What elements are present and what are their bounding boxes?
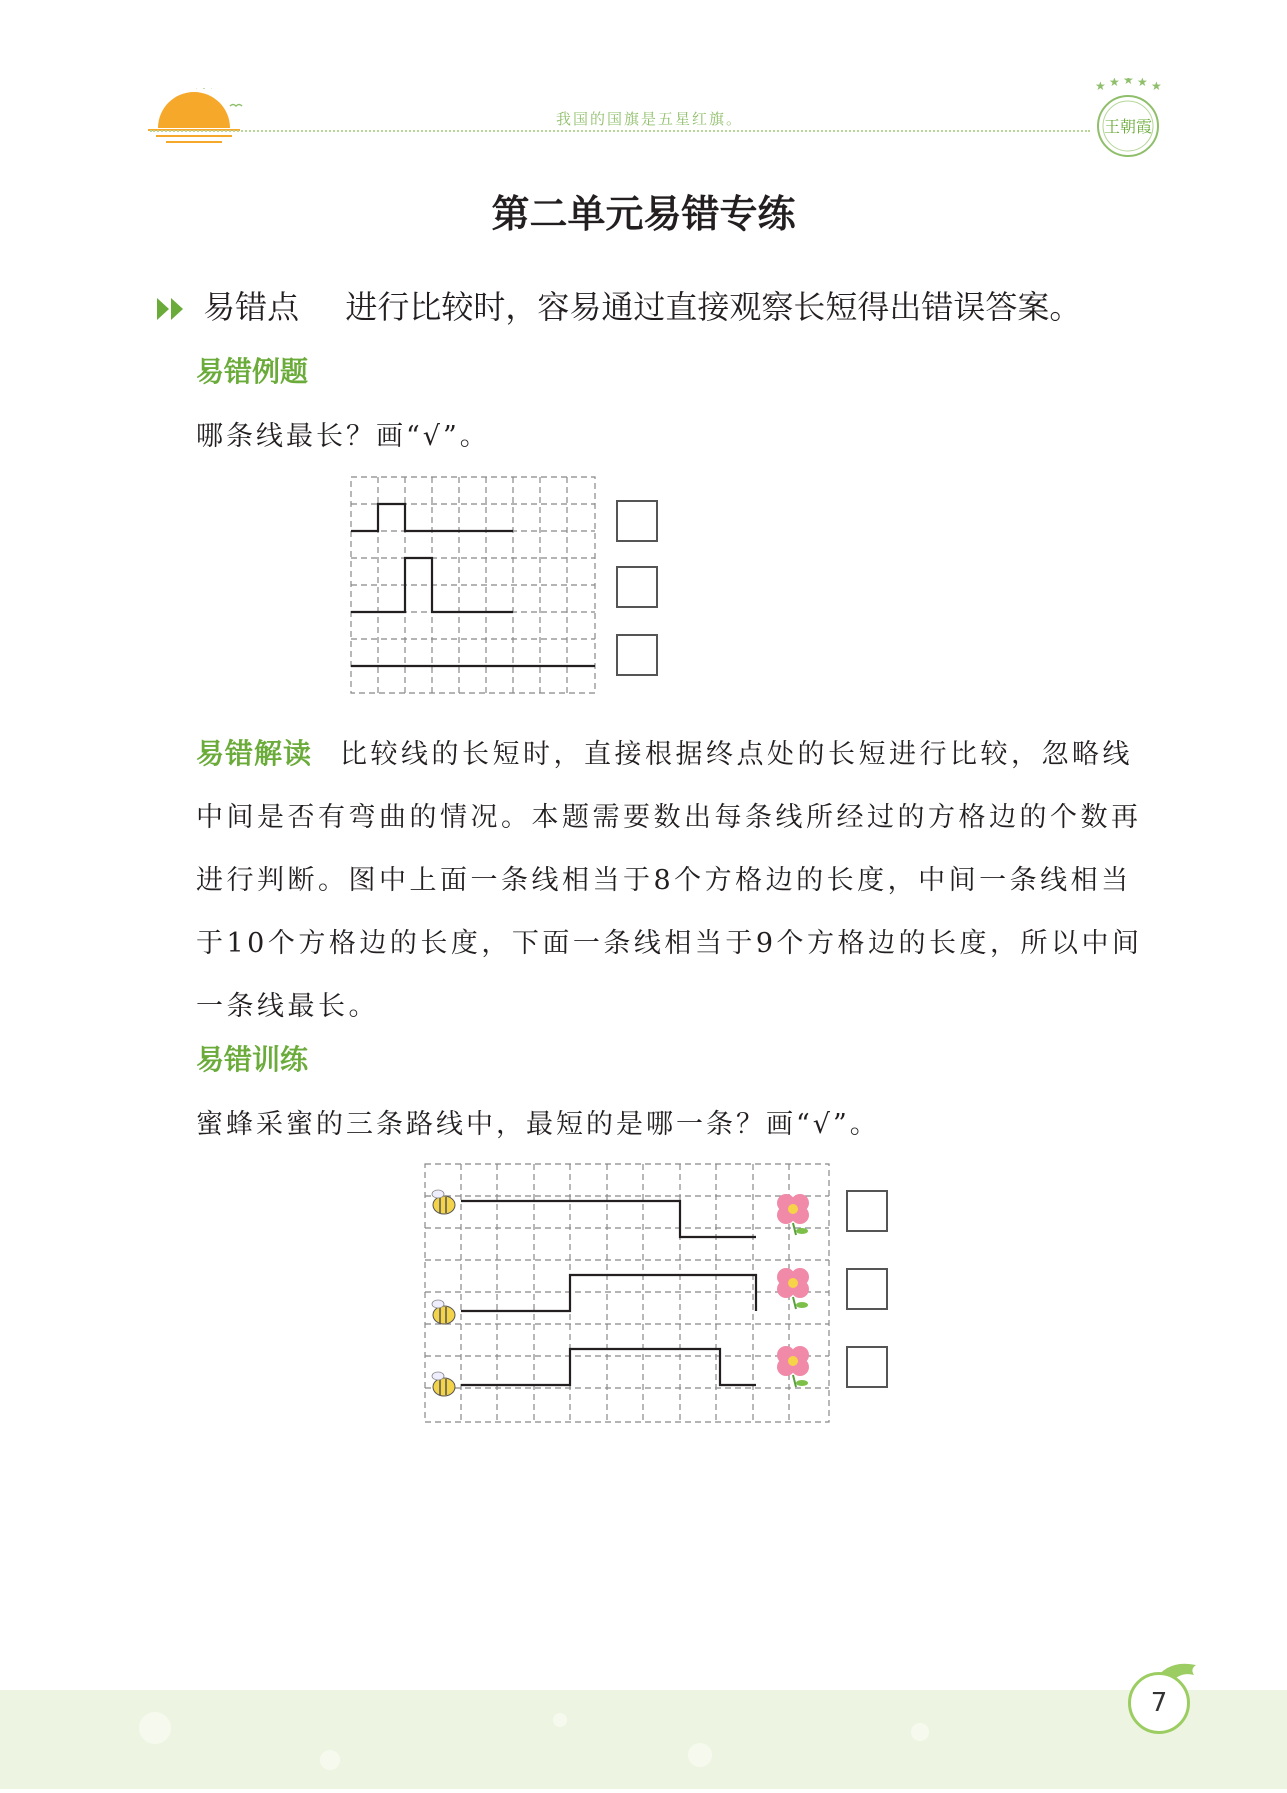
training-grid-figure (424, 1163, 834, 1429)
example-grid-figure (350, 476, 600, 700)
example-answer-box-bottom[interactable] (616, 634, 658, 676)
training-answer-box-top[interactable] (846, 1190, 888, 1232)
flower-icon (777, 1268, 809, 1309)
explanation-text: 比较线的长短时，直接根据终点处的长短进行比较，忽略线中间是否有弯曲的情况。本题需要数出每条线所经过的方格边的个数再进行判断。图中上面一条线相当于8个方格边的长度，中间一条线相当于10个方格边的长度，下面一条线相当于9个方格边的长度，所以中间一条线最长。 (196, 739, 1143, 1022)
route-line-bottom (461, 1349, 756, 1385)
training-heading: 易错训练 (196, 1043, 309, 1076)
double-arrow-icon (155, 294, 189, 324)
bee-icon (432, 1300, 455, 1324)
page-number: 7 (1128, 1672, 1190, 1734)
route-line-top (461, 1201, 756, 1237)
badge-text: 王朝霞 (1103, 117, 1153, 136)
svg-text:★: ★ (1109, 78, 1120, 89)
explanation-heading: 易错解读 (196, 737, 313, 770)
bee-icon (432, 1372, 455, 1396)
example-answer-box-top[interactable] (616, 500, 658, 542)
error-point-row (155, 282, 1081, 328)
page-title: 第二单元易错专练 (491, 192, 796, 236)
flower-icon (777, 1194, 809, 1235)
example-question: 哪条线最长？画“√”。 (196, 421, 490, 452)
footer-band (0, 1690, 1287, 1789)
svg-text:★: ★ (1151, 79, 1162, 93)
training-answer-box-bottom[interactable] (846, 1346, 888, 1388)
flower-icon (777, 1346, 809, 1387)
route-line-middle (461, 1275, 756, 1311)
sunset-logo-icon (148, 88, 248, 150)
header-motto: 我国的国旗是五星红旗。 (556, 110, 744, 128)
error-point-text: 进行比较时，容易通过直接观察长短得出错误答案。 (345, 288, 1082, 326)
brand-badge (1085, 78, 1171, 168)
explanation-block (196, 722, 1156, 1038)
svg-text:★: ★ (1123, 78, 1134, 87)
header-dotted-line (150, 130, 1090, 132)
error-point-label: 易错点 (203, 288, 300, 326)
example-answer-box-middle[interactable] (616, 566, 658, 608)
example-heading: 易错例题 (196, 355, 309, 388)
svg-text:★: ★ (1095, 79, 1106, 93)
svg-text:★: ★ (1137, 78, 1148, 89)
training-question: 蜜蜂采蜜的三条路线中，最短的是哪一条？画“√”。 (196, 1109, 880, 1140)
training-answer-box-middle[interactable] (846, 1268, 888, 1310)
bee-icon (432, 1190, 455, 1214)
